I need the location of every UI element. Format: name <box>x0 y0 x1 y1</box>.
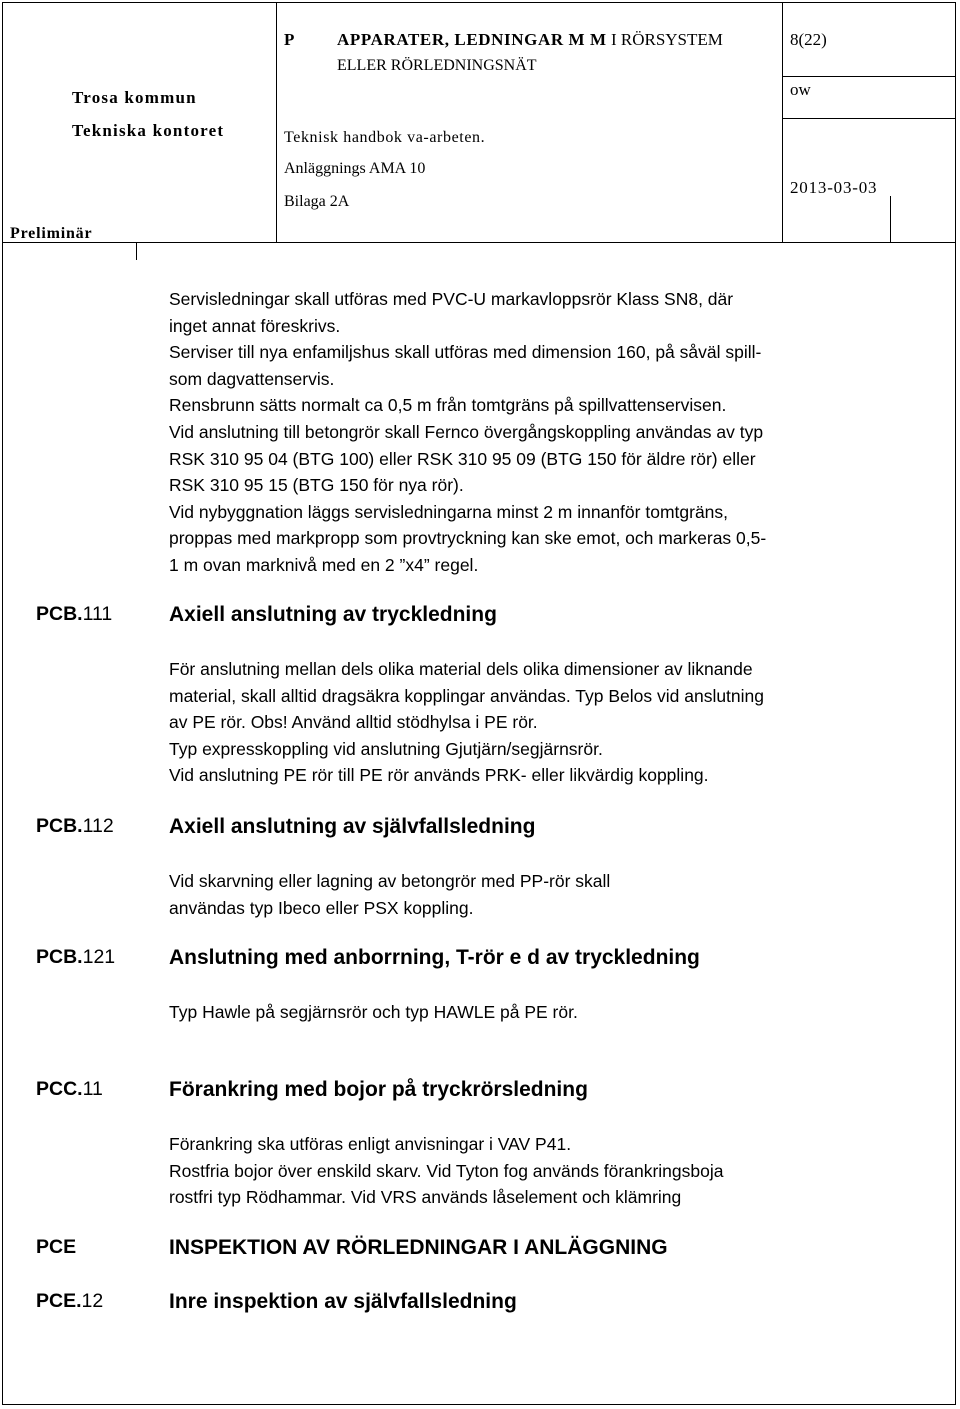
section-title: INSPEKTION AV RÖRLEDNINGAR I ANLÄGGNING <box>169 1236 668 1259</box>
doc-title-rest: I RÖRSYSTEM <box>610 30 723 49</box>
header-divider-left <box>276 2 277 242</box>
intro-line: proppas med markpropp som provtryckning kan ske emot, och markeras 0,5- <box>169 528 767 549</box>
doc-code: P <box>284 30 295 49</box>
section-paragraph <box>169 999 909 1026</box>
section-line: Vid skarvning eller lagning av betongrör med PP-rör skall <box>169 871 611 891</box>
author-initials: ow <box>790 80 811 99</box>
section-line: material, skall alltid dragsäkra kopplingar användas. Typ Belos vid anslutning <box>169 685 765 706</box>
section-line: rostfri typ Rödhammar. Vid VRS används låselement och klämring <box>169 1187 682 1208</box>
intro-line: Servisledningar skall utföras med PVC-U markavloppsrör Klass SN8, där <box>169 289 734 309</box>
section-code: PCE.12 <box>36 1290 104 1312</box>
page-number: 8(22) <box>790 30 827 49</box>
doc-title-line2: ELLER RÖRLEDNINGSNÄT <box>337 57 537 74</box>
section-title: Anslutning med anborrning, T-rör e d av tryckledning <box>169 946 700 969</box>
intro-line: RSK 310 95 04 (BTG 100) eller RSK 310 95 09 (BTG 150 för äldre rör) eller <box>169 448 756 469</box>
intro-line: Vid nybyggnation läggs servisledningarna minst 2 m innanför tomtgräns, <box>169 501 729 522</box>
intro-paragraph <box>169 286 889 579</box>
status-label: Preliminär <box>10 225 93 242</box>
header-tick <box>136 242 137 260</box>
section-line: Vid anslutning PE rör till PE rör används PRK- eller likvärdig koppling. <box>169 765 709 786</box>
section-line: Rostfria bojor över enskild skarv. Vid Tyton fog används förankringsboja <box>169 1160 724 1181</box>
section-title: Förankring med bojor på tryckrörsledning <box>169 1078 588 1101</box>
handbook-title: Teknisk handbok va-arbeten. <box>284 129 486 146</box>
section-code: PCB.112 <box>36 815 114 837</box>
header-rule-author <box>782 118 956 119</box>
section-line: Förankring ska utföras enligt anvisningar i VAV P41. <box>169 1134 572 1154</box>
section-title: Inre inspektion av självfallsledning <box>169 1290 517 1313</box>
header-rule-bottom <box>2 242 956 243</box>
section-paragraph <box>169 656 909 789</box>
appendix-label: Bilaga 2A <box>284 193 350 210</box>
intro-line: som dagvattenservis. <box>169 368 335 389</box>
intro-line: RSK 310 95 15 (BTG 150 för nya rör). <box>169 475 464 496</box>
document-date: 2013-03-03 <box>790 178 878 197</box>
intro-line: Vid anslutning till betongrör skall Fernco övergångskoppling användas av typ <box>169 421 764 442</box>
intro-line: inget annat föreskrivs. <box>169 315 341 336</box>
section-line: av PE rör. Obs! Använd alltid stödhylsa i PE rör. <box>169 712 538 733</box>
section-code: PCB.111 <box>36 603 113 625</box>
section-line: För anslutning mellan dels olika material dels olika dimensioner av liknande <box>169 659 753 679</box>
header-divider-date <box>890 196 891 242</box>
section-code: PCE <box>36 1236 77 1258</box>
doc-title-bold: APPARATER, LEDNINGAR M M <box>337 30 607 49</box>
doc-title <box>337 31 723 48</box>
section-title: Axiell anslutning av tryckledning <box>169 603 497 626</box>
department-name: Tekniska kontoret <box>72 121 225 140</box>
reference-standard: Anläggnings AMA 10 <box>284 160 426 177</box>
intro-line: 1 m ovan marknivå med en 2 ”x4” regel. <box>169 554 479 575</box>
header-divider-right <box>782 2 783 242</box>
org-name: Trosa kommun <box>72 88 197 107</box>
section-line: Typ Hawle på segjärnsrör och typ HAWLE på PE rör. <box>169 1002 578 1022</box>
section-line: Typ expresskoppling vid anslutning Gjutjärn/segjärnsrör. <box>169 738 603 759</box>
section-paragraph <box>169 1131 909 1211</box>
section-paragraph <box>169 868 909 921</box>
header-rule-page <box>782 76 956 77</box>
section-code: PCB.121 <box>36 946 116 968</box>
section-title: Axiell anslutning av självfallsledning <box>169 815 536 838</box>
section-code: PCC.11 <box>36 1078 103 1100</box>
intro-line: Rensbrunn sätts normalt ca 0,5 m från tomtgräns på spillvattenservisen. <box>169 395 727 416</box>
section-line: användas typ Ibeco eller PSX koppling. <box>169 897 474 918</box>
intro-line: Serviser till nya enfamiljshus skall utföras med dimension 160, på såväl spill- <box>169 342 762 363</box>
